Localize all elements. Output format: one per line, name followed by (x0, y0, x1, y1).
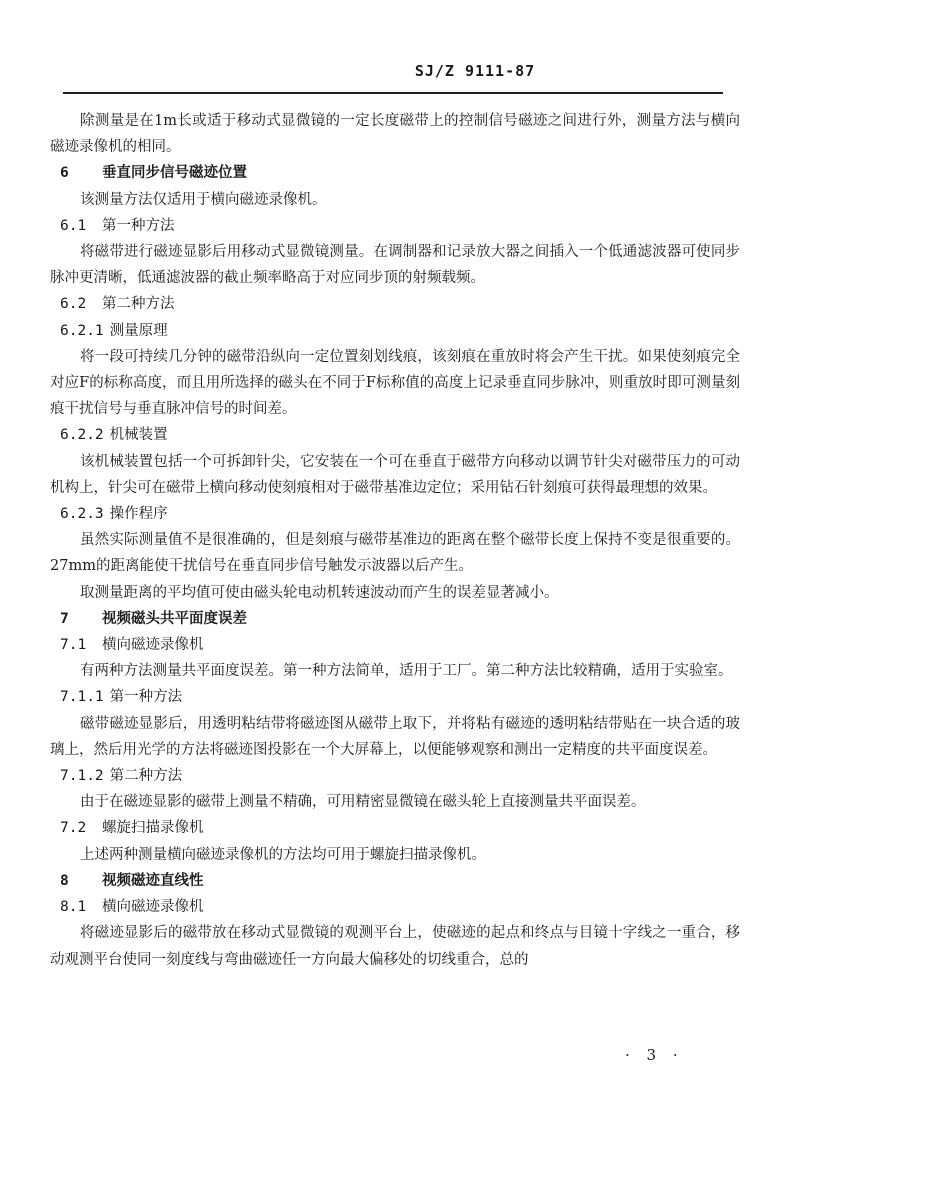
heading-number: 6.2.3 (60, 506, 104, 523)
standard-code-header: SJ/Z 9111-87 (414, 62, 536, 80)
subsection-heading (50, 501, 740, 527)
subsection-heading (50, 632, 740, 658)
paragraph: 该测量方法仅适用于横向磁迹录像机。 (80, 191, 327, 208)
paragraph: 将磁迹显影后的磁带放在移动式显微镜的观测平台上，使磁迹的起点和终点与目镜十字线之一重合，移动观测平台使同一刻度线与弯曲磁迹任一方向最大偏移处的切线重合，总的 (50, 925, 740, 968)
heading-number: 7.1.2 (60, 768, 104, 785)
heading-number: 6.2.2 (60, 427, 104, 444)
heading-number: 6.2 (60, 296, 87, 313)
subsection-heading (50, 684, 740, 710)
paragraph: 有两种方法测量共平面度误差。第一种方法简单，适用于工厂。第二种方法比较精确，适用于实验室。 (80, 663, 733, 680)
paragraph: 该机械装置包括一个可拆卸针尖，它安装在一个可在垂直于磁带方向移动以调节针尖对磁带压力的可动机构上，针尖可在磁带上横向移动使刻痕相对于磁带基准边定位；采用钻石针刻痕可获得最理想的效果。 (50, 453, 740, 496)
paragraph: 磁带磁迹显影后，用透明粘结带将磁迹图从磁带上取下，并将粘有磁迹的透明粘结带贴在一块合适的玻璃上，然后用光学的方法将磁迹图投影在一个大屏幕上，以便能够观察和测出一定精度的共平面度误差。 (50, 715, 740, 758)
subsection-heading (50, 213, 740, 239)
paragraph: 由于在磁迹显影的磁带上测量不精确，可用精密显微镜在磁头轮上直接测量共平面误差。 (80, 794, 646, 811)
header-rule (63, 92, 723, 94)
heading-text: 横向磁迹录像机 (102, 899, 204, 916)
document-body (50, 108, 740, 973)
heading-text: 视频磁头共平面度误差 (102, 610, 247, 627)
section-heading (50, 160, 740, 186)
heading-text: 第二种方法 (109, 768, 183, 785)
heading-text: 螺旋扫描录像机 (102, 820, 204, 837)
subsection-heading (50, 318, 740, 344)
paragraph: 将磁带进行磁迹显影后用移动式显微镜测量。在调制器和记录放大器之间插入一个低通滤波器可使同步脉冲更清晰，低通滤波器的截止频率略高于对应同步顶的射频载频。 (50, 244, 740, 287)
heading-number: 7 (60, 610, 69, 627)
heading-text: 第一种方法 (109, 689, 183, 706)
paragraph: 将一段可持续几分钟的磁带沿纵向一定位置刻划线痕，该刻痕在重放时将会产生干扰。如果使刻痕完全对应F的标称高度，而且用所选择的磁头在不同于F标称值的高度上记录垂直同步脉冲，则重放时即可测量刻痕干扰信号与垂直脉冲信号的时间差。 (50, 348, 740, 418)
subsection-heading (50, 815, 740, 841)
heading-number: 6 (60, 165, 69, 182)
subsection-heading (50, 894, 740, 920)
paragraph: 虽然实际测量值不是很准确的，但是刻痕与磁带基准边的距离在整个磁带长度上保持不变是很重要的。27mm的距离能使干扰信号在垂直同步信号触发示波器以后产生。 (50, 532, 740, 575)
subsection-heading (50, 422, 740, 448)
subsection-heading (50, 763, 740, 789)
heading-text: 视频磁迹直线性 (102, 872, 204, 889)
section-heading (50, 606, 740, 632)
heading-text: 第二种方法 (102, 296, 175, 313)
heading-text: 操作程序 (109, 506, 168, 523)
heading-number: 8.1 (60, 899, 87, 916)
paragraph: 上述两种测量横向磁迹录像机的方法均可用于螺旋扫描录像机。 (80, 846, 486, 863)
paragraph: 取测量距离的平均值可使由磁头轮电动机转速波动而产生的误差显著减小。 (80, 584, 559, 601)
heading-number: 7.1 (60, 637, 87, 654)
page-number: · 3 · (625, 1046, 684, 1064)
heading-number: 7.1.1 (60, 689, 104, 706)
subsection-heading (50, 291, 740, 317)
heading-number: 6.2.1 (60, 322, 104, 339)
section-heading (50, 868, 740, 894)
heading-text: 测量原理 (109, 322, 168, 339)
heading-number: 6.1 (60, 217, 87, 234)
heading-text: 机械装置 (109, 427, 168, 444)
heading-text: 垂直同步信号磁迹位置 (102, 165, 247, 182)
paragraph: 除测量是在1m长或适于移动式显微镜的一定长度磁带上的控制信号磁迹之间进行外，测量方法与横向磁迹录像机的相同。 (50, 113, 740, 156)
heading-number: 7.2 (60, 820, 87, 837)
heading-number: 8 (60, 872, 69, 889)
heading-text: 第一种方法 (102, 217, 175, 234)
heading-text: 横向磁迹录像机 (102, 637, 204, 654)
